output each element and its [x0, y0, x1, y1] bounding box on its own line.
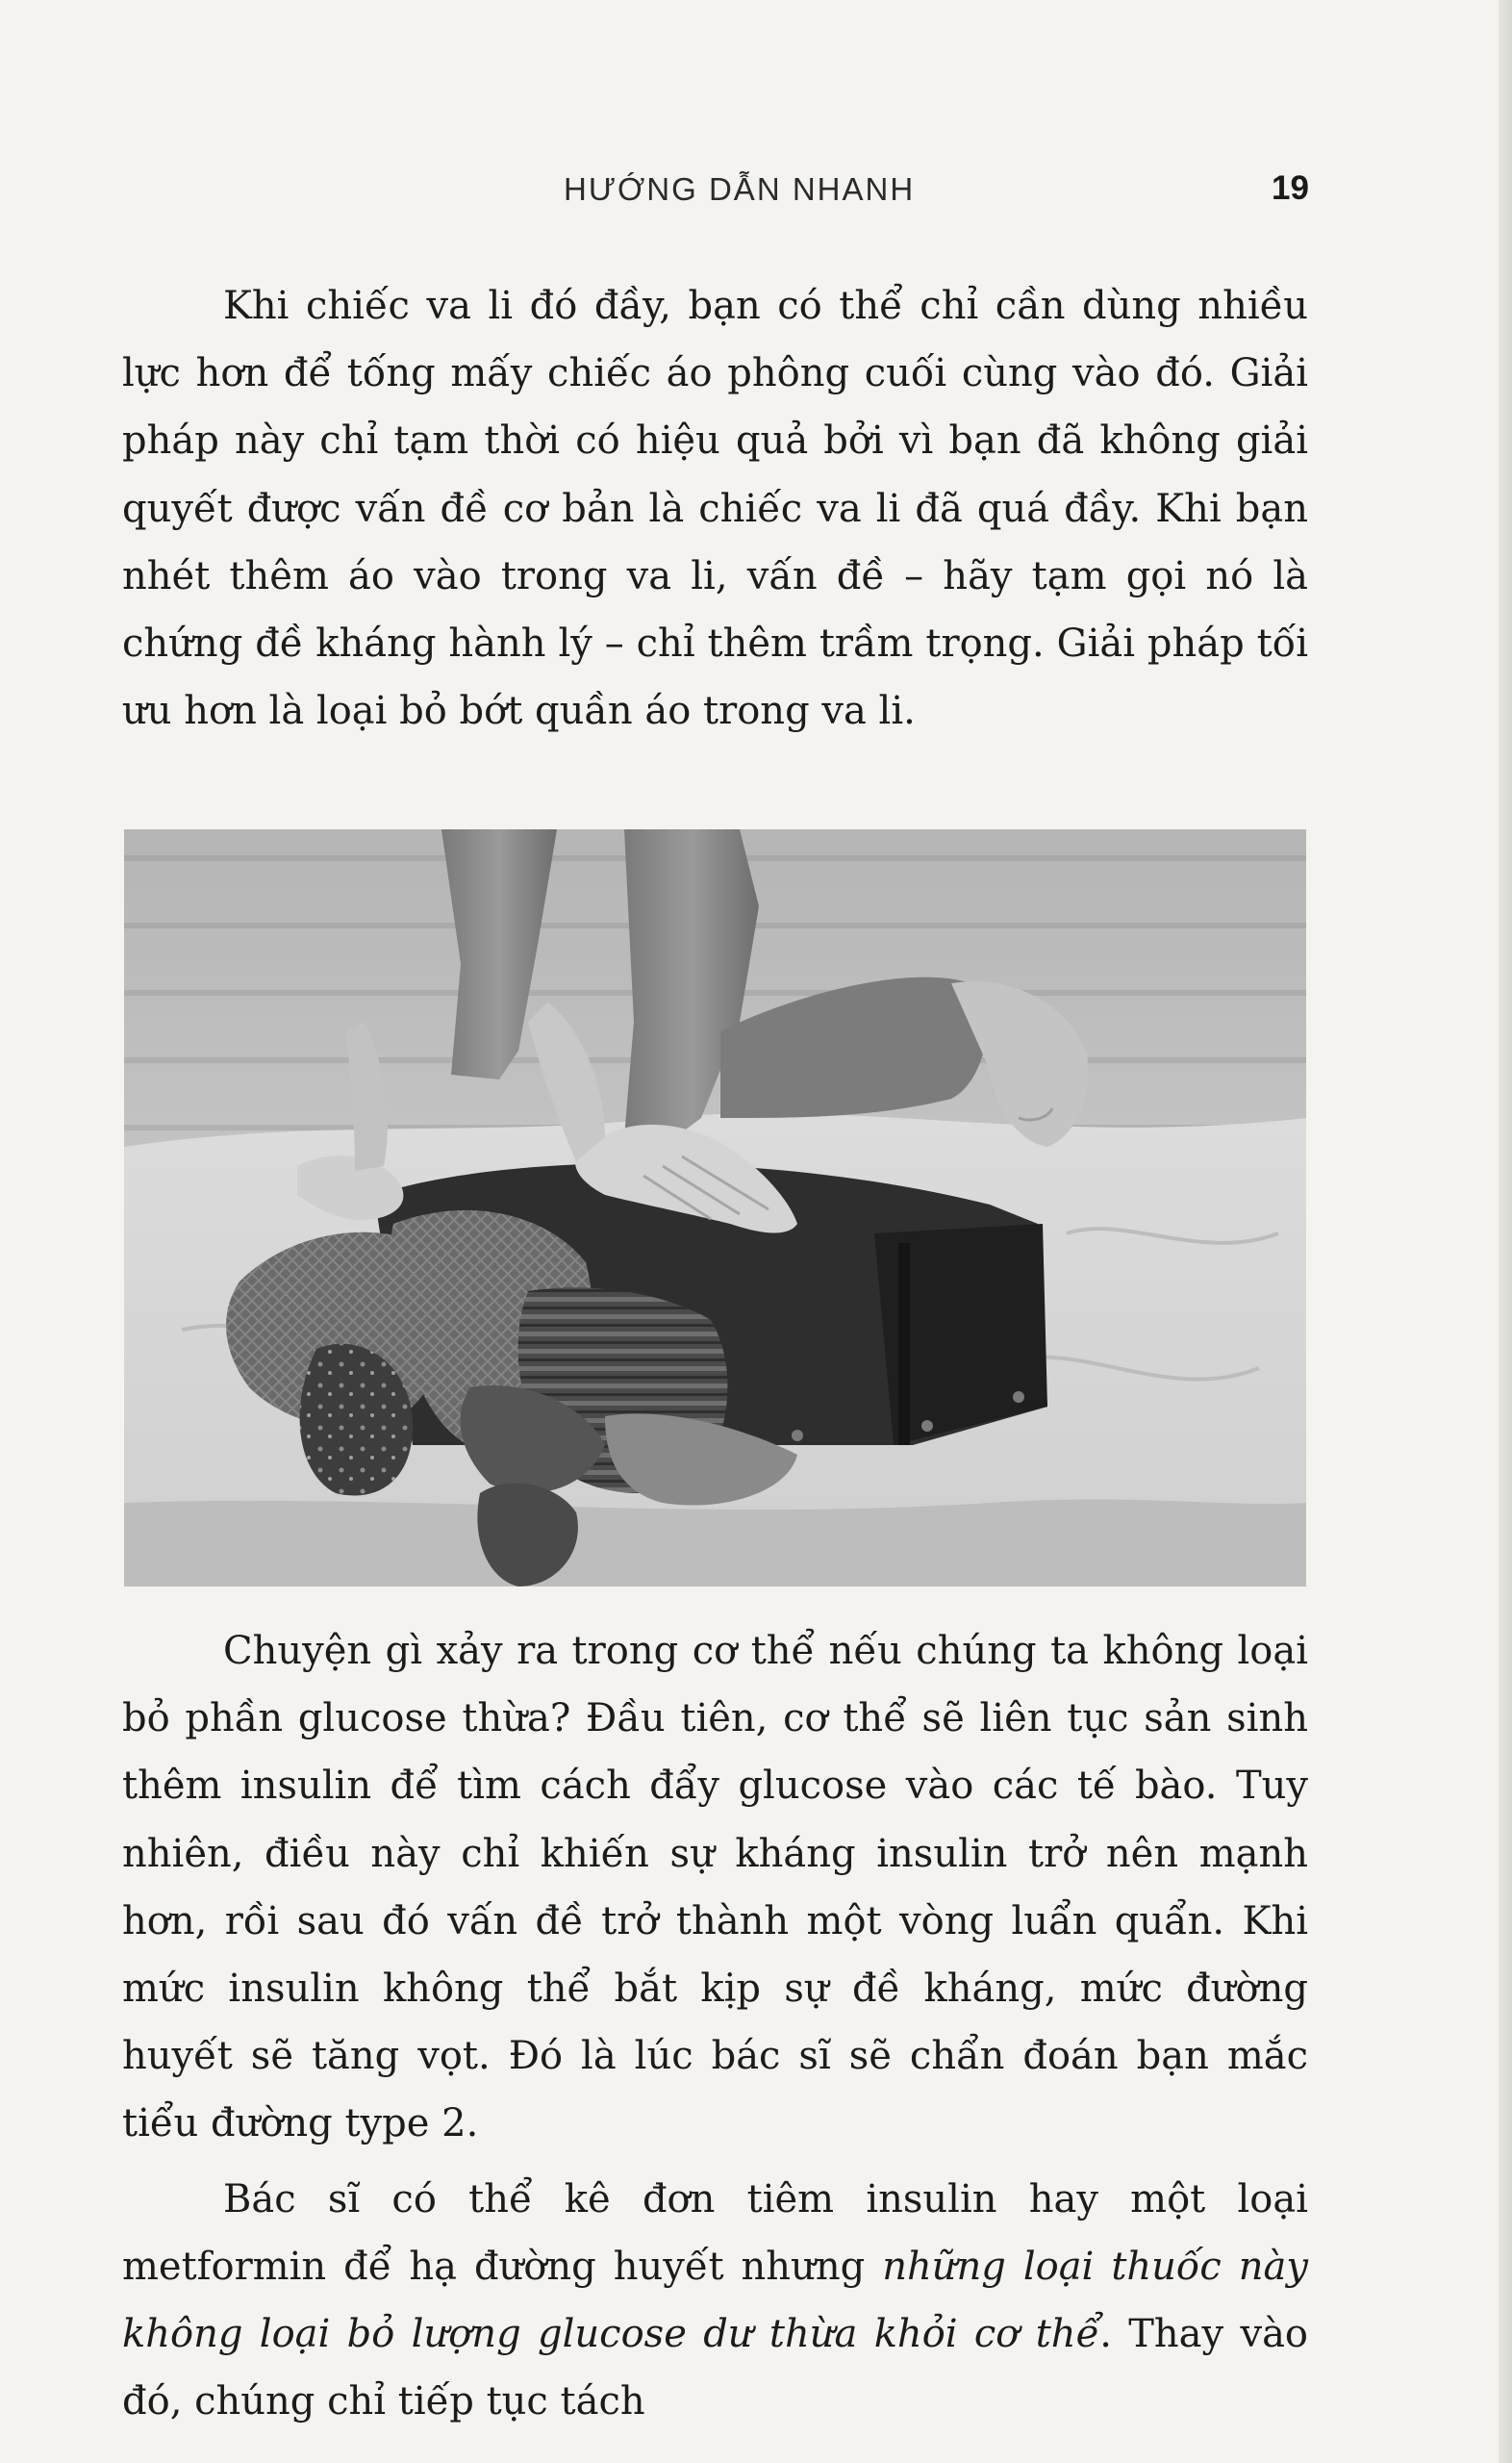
running-head: HƯỚNG DẪN NHANH [564, 171, 916, 207]
paragraph-1: Khi chiếc va li đó đầy, bạn có thể chỉ cần dùng nhiều lực hơn để tống mấy chiếc áo phông cuối cùng vào đó. Giải pháp này chỉ tạm thời có hiệu quả bởi vì bạn đã không giải quyết được vấn đề cơ bản là chiếc va li đã quá đầy. Khi bạn nhét thêm áo vào trong va li, vấn đề – hãy tạm gọi nó là chứng đề kháng hành lý – chỉ thêm trầm trọng. Giải pháp tối ưu hơn là loại bỏ bớt quần áo trong va li. [122, 284, 1308, 734]
page-number: 19 [1272, 169, 1309, 207]
page-edge [1499, 0, 1512, 2463]
text-block-bottom [122, 1617, 1308, 2435]
suitcase-photo [124, 829, 1306, 1587]
paragraph-3 [122, 2166, 1308, 2436]
paragraph-3-start: Bác sĩ có thể kê đơn tiêm insulin hay một loại metformin để hạ đường huyết nhưng [122, 2176, 1308, 2289]
paragraph-2: Chuyện gì xảy ra trong cơ thể nếu chúng ta không loại bỏ phần glucose thừa? Đầu tiên, cơ thể sẽ liên tục sản sinh thêm insulin để tìm cách đẩy glucose vào các tế bào. Tuy nhiên, điều này chỉ khiến sự kháng insulin trở nên mạnh hơn, rồi sau đó vấn đề trở thành một vòng luẩn quẩn. Khi mức insulin không thể bắt kịp sự đề kháng, mức đường huyết sẽ tăng vọt. Đó là lúc bác sĩ sẽ chẩn đoán bạn mắc tiểu đường type 2. [122, 1629, 1308, 2146]
text-block-top [122, 272, 1308, 745]
paragraph-3-end: . Thay vào đó, chúng chỉ tiếp tục tách [122, 2312, 1308, 2425]
paragraph-3-italic: những loại thuốc này không loại bỏ lượng glucose dư thừa khỏi cơ thể [122, 2244, 1308, 2357]
